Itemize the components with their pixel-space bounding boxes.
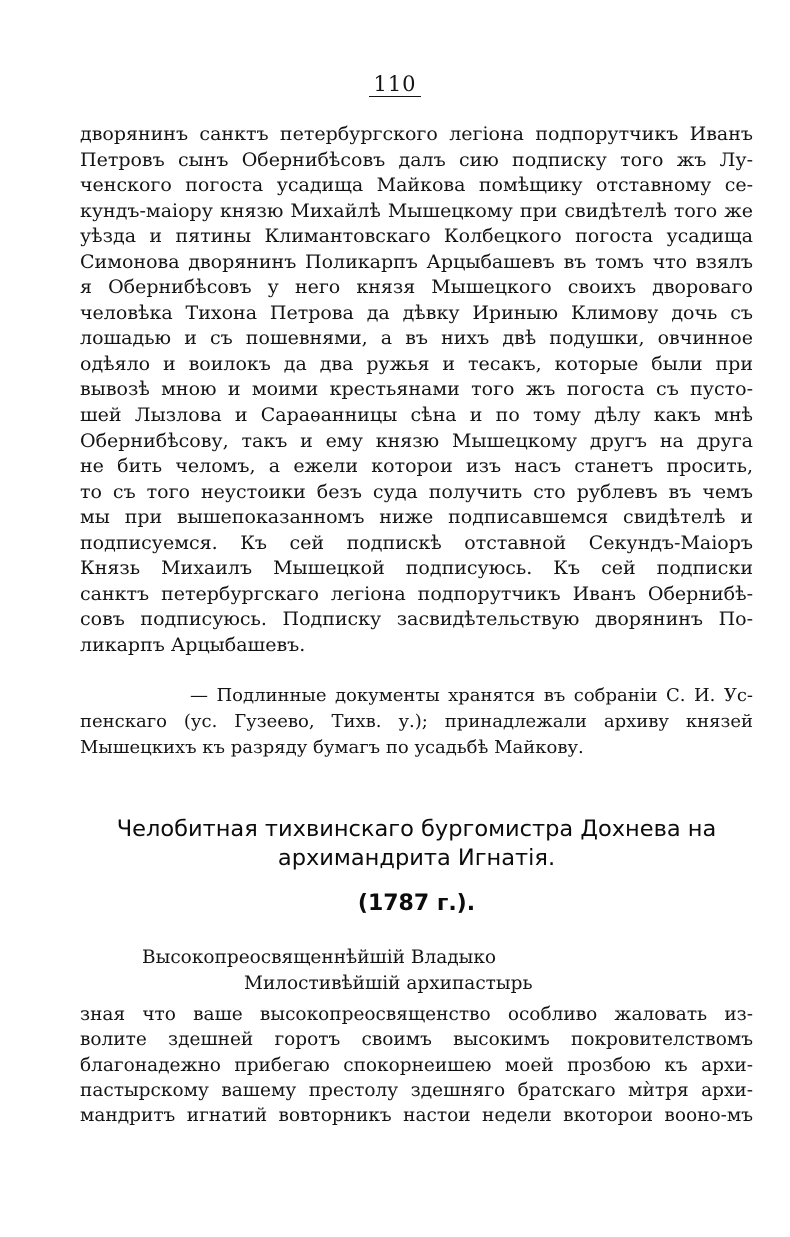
text-line: одѣяло и воилокъ да два ружья и тесакъ, которые были при	[80, 352, 753, 375]
page-number: 110	[0, 72, 790, 96]
note-line: — Подлинные документы хранятся въ собраніи С. И. Ус-	[190, 685, 753, 706]
text-line: подписуемся. Къ сей подпискѣ отставной Секундъ-Маіоръ	[80, 531, 753, 554]
text-line: ченского погоста усадища Майкова помѣщику отставному се-	[80, 174, 753, 197]
text-line: волите здешней горотъ своимъ высокимъ покровителствомъ	[80, 1029, 753, 1051]
text-line: пастырскому вашему престолу здешняго братскаго мѝтря архи-	[80, 1079, 753, 1101]
section-heading: Челобитная тихвинскаго бургомистра Дохнева на	[116, 816, 717, 842]
text-line: Петровъ сынъ Обернибѣсовъ далъ сию подписку того жъ Лу-	[80, 148, 753, 171]
text-line: то съ того неустоики безъ суда получить сто рублевъ въ чемъ	[80, 480, 753, 503]
text-line: зная что ваше высокопреосвященство особливо жаловать из-	[80, 1004, 753, 1025]
section-date: (1787 г.).	[357, 891, 476, 916]
text-line: Князь Михаилъ Мышецкой подписуюсь. Къ сей подписки	[80, 557, 753, 580]
salutation-line: Милостивѣйшій архипастырь	[244, 973, 533, 994]
text-line: Симонова дворянинъ Поликарпъ Арцыбашевъ въ томъ что взялъ	[80, 250, 753, 273]
text-line: не бить челомъ, а ежели которои изъ насъ станетъ просить,	[80, 455, 753, 478]
note-line: пенскаго (ус. Гузеево, Тихв. у.); принадлежали архиву князей	[80, 711, 753, 732]
text-line: я Обернибѣсовъ у него князя Мышецкого своихъ двороваго	[80, 276, 753, 299]
note-line: Мышецкихъ къ разряду бумагъ по усадьбѣ Майкову.	[80, 737, 584, 758]
text-line: санктъ петербургскаго легіона подпорутчикъ Иванъ Обернибѣ-	[80, 582, 753, 605]
text-line: ликарпъ Арцыбашевъ.	[80, 633, 306, 656]
text-line: совъ подписуюсь. Подписку засвидѣтельствую дворянинъ По-	[80, 608, 753, 631]
salutation-line: Высокопреосвященнѣйшій Владыко	[142, 947, 497, 968]
source-note	[80, 683, 753, 761]
text-line: Обернибѣсову, такъ и ему князю Мышецкому другъ на друга	[80, 429, 753, 452]
document-paragraph	[80, 122, 753, 658]
text-line: кундъ-маіору князю Михайлѣ Мышецкому при свидѣтелѣ того же	[80, 199, 753, 222]
letter-paragraph	[80, 1002, 753, 1128]
text-line: шей Лызлова и Сараѳанницы сѣна и по тому дѣлу какъ мнѣ	[80, 404, 753, 427]
section-heading: архимандрита Игнатія.	[277, 845, 556, 871]
text-line: лошадью и съ пошевнями, а въ нихъ двѣ подушки, овчинное	[80, 327, 753, 350]
text-line: человѣка Тихона Петрова да дѣвку Ириныю Климову дочь съ	[80, 301, 753, 324]
text-line: мы при вышепоказанномъ ниже подписавшемся свидѣтелѣ и	[80, 506, 753, 529]
text-line: дворянинъ санктъ петербургского легіона подпорутчикъ Иванъ	[80, 123, 753, 145]
text-line: благонадежно прибегаю спокорнеишею моей прозбою къ архи-	[80, 1054, 753, 1076]
text-line: вывозѣ мною и моими крестьянами того жъ погоста съ пусто-	[80, 378, 753, 401]
text-line: мандритъ игнатий вовторникъ настои недели вкоторои вооно-мъ	[80, 1105, 753, 1127]
text-line: уѣзда и пятины Климантовскаго Колбецкого погоста усадища	[80, 225, 753, 248]
